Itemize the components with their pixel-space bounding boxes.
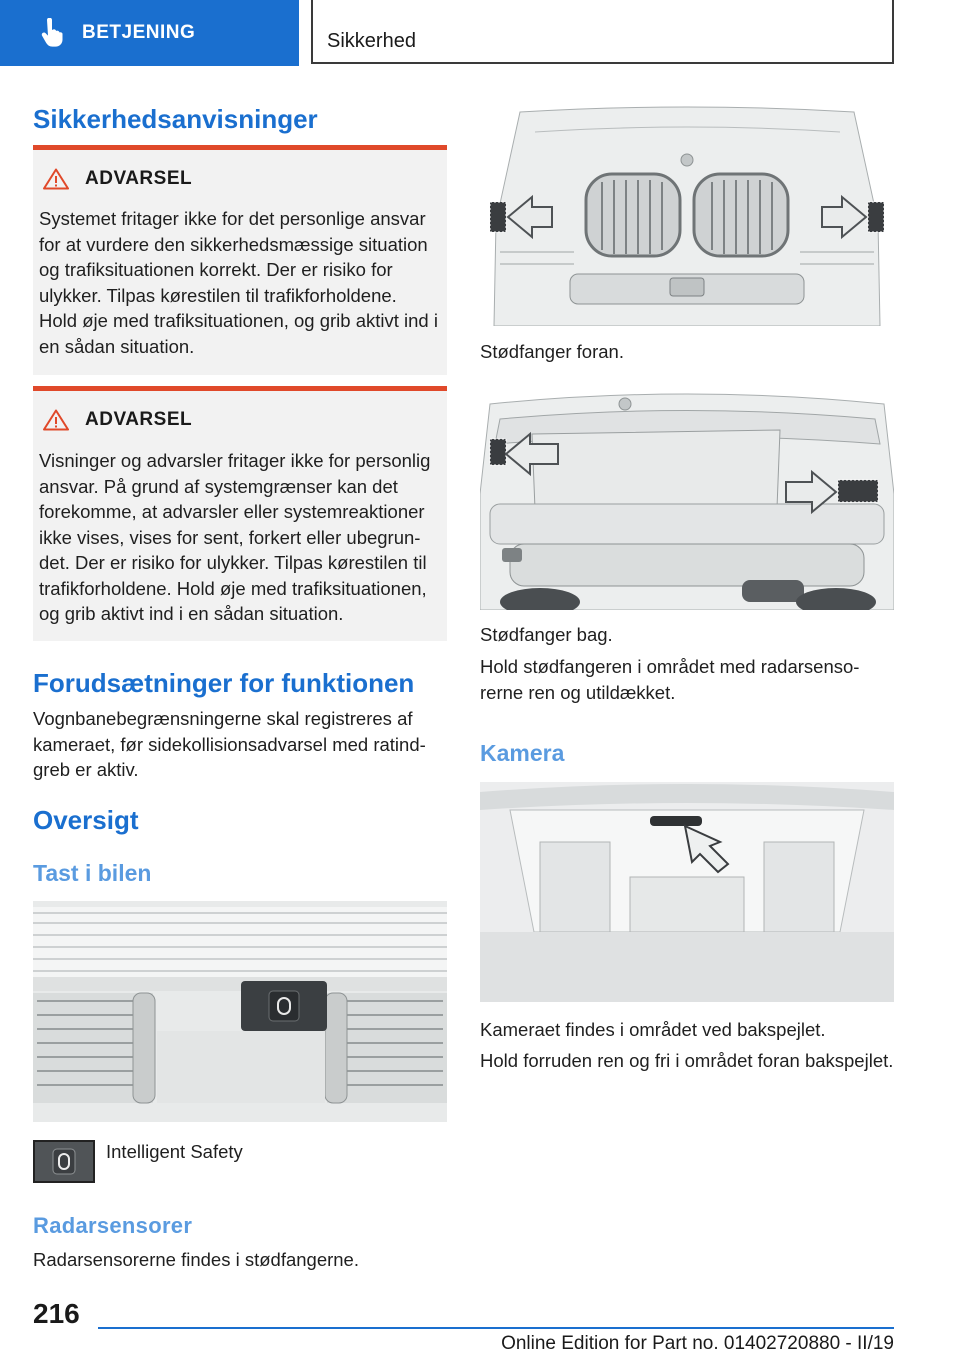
warning-triangle-icon [43, 168, 69, 190]
car-shield-icon [35, 1142, 93, 1181]
prerequisites-heading: Forudsætninger for funktionen [33, 668, 415, 698]
page-title: Sikkerhedsanvisninger [33, 104, 318, 134]
button-heading: Tast i bilen [33, 860, 152, 886]
overview-heading: Oversigt [33, 805, 139, 835]
edition-note: Online Edition for Part no. 01402720880 - II/19 [501, 1333, 894, 1354]
warning-text: Visninger og advarsler fritager ikke for personlig ansvar. På grund af systemgrænser kan det forekomme, at advarsler eller systemreaktioner ikke vises, vises for sent, forkert eller ubegrundet. Der er risiko for ulykker. Tilpas kørestilen til trafikforholdene. Hold øje med trafiksituationen, og grib aktivt ind i en sådan situation. [39, 450, 431, 624]
warning-triangle-icon [43, 409, 69, 431]
prerequisites-text: Vognbanebegrænsningerne skal registreres af kameraet, før sidekollisionsadvarsel med ratindgreb er aktiv. [33, 708, 426, 780]
rear-car-illustration [480, 384, 894, 610]
page-number: 216 [33, 1298, 80, 1329]
warning-label: ADVARSEL [85, 168, 193, 189]
camera-caption-1: Kameraet findes i området ved bakspejlet. [480, 1019, 826, 1040]
rear-bumper-image [480, 384, 894, 610]
front-car-illustration [480, 102, 894, 326]
warning-box-1 [33, 145, 447, 375]
warning-header [43, 409, 192, 431]
section-tab[interactable] [0, 0, 299, 66]
warning-box-2 [33, 386, 447, 641]
hand-pointer-icon [38, 18, 66, 48]
dashboard-illustration [33, 901, 447, 1122]
radar-text: Radarsensorerne findes i stødfangerne. [33, 1249, 359, 1270]
warning-header [43, 168, 192, 190]
camera-heading: Kamera [480, 740, 565, 766]
chapter-title: Sikkerhed [327, 30, 416, 52]
rear-bumper-caption: Stødfanger bag. [480, 624, 613, 645]
camera-location-image [480, 782, 894, 1002]
dashboard-button-image [33, 901, 447, 1122]
section-label: BETJENING [82, 22, 196, 43]
rear-bumper-note: Hold stødfangeren i området med radarsensorerne ren og utildækket. [480, 656, 860, 703]
intelligent-safety-button-icon [33, 1140, 95, 1183]
button-caption: Intelligent Safety [106, 1141, 243, 1162]
radar-heading: Radarsensorer [33, 1213, 193, 1238]
chapter-header [311, 0, 894, 64]
warning-text: Systemet fritager ikke for det personlige ansvar for at vurdere den sikkerhedsmæssige situation og trafiksituationen korrekt. Der er risiko for ulykker. Tilpas kørestilen til trafikforholdene. Hold øje med trafiksituationen, og grib aktivt ind i en sådan situation. [39, 208, 438, 357]
camera-caption-2: Hold forruden ren og fri i området foran bakspejlet. [480, 1050, 894, 1071]
front-bumper-image [480, 102, 894, 326]
interior-illustration [480, 782, 894, 1002]
footer-divider [98, 1327, 894, 1329]
front-bumper-caption: Stødfanger foran. [480, 341, 624, 362]
warning-label: ADVARSEL [85, 409, 193, 430]
